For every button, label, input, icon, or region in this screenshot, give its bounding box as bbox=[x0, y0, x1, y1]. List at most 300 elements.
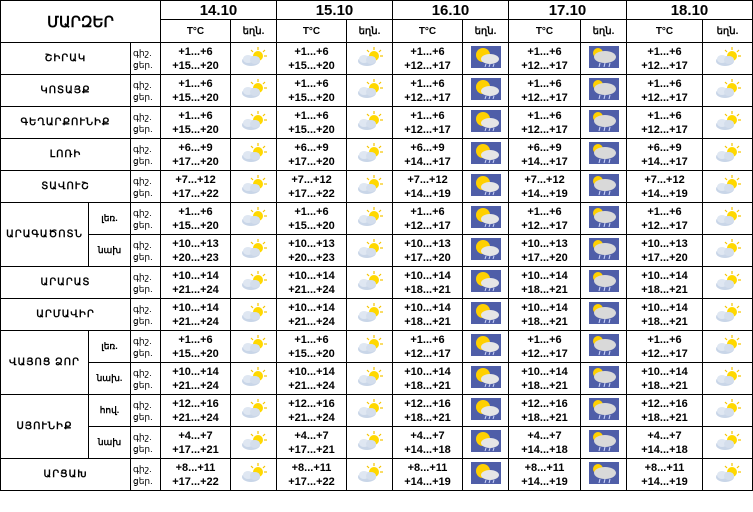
night-day-labels bbox=[131, 299, 161, 331]
temperature-cell bbox=[627, 459, 703, 491]
temperature-cell bbox=[393, 203, 463, 235]
night-temp: +1...+6 bbox=[178, 77, 213, 90]
temperature-cell bbox=[509, 363, 581, 395]
region-row bbox=[1, 395, 753, 427]
night-temp: +10...+14 bbox=[404, 269, 451, 282]
sun-cloud-icon bbox=[231, 363, 277, 395]
sun-cloud-icon bbox=[703, 43, 753, 75]
night-temp: +7...+12 bbox=[291, 173, 332, 186]
night-temp: +1...+6 bbox=[410, 205, 445, 218]
cloud-rain-icon bbox=[581, 363, 627, 395]
night-temp: +10...+14 bbox=[172, 269, 219, 282]
day-temp: +14...+18 bbox=[404, 443, 451, 456]
day-temp: +14...+18 bbox=[521, 443, 568, 456]
cloud-rain-icon bbox=[581, 427, 627, 459]
night-temp: +1...+6 bbox=[294, 45, 329, 58]
date-header: 18.10 bbox=[627, 1, 753, 20]
night-temp: +7...+12 bbox=[644, 173, 685, 186]
night-label: գիշ. bbox=[133, 335, 152, 346]
region-row bbox=[1, 75, 753, 107]
day-label: ցեր. bbox=[133, 347, 153, 358]
night-label: գիշ. bbox=[133, 207, 152, 218]
temperature-cell bbox=[277, 267, 347, 299]
day-temp: +14...+18 bbox=[641, 443, 688, 456]
region-row bbox=[1, 171, 753, 203]
sun-cloud-icon bbox=[347, 363, 393, 395]
sun-cloud-icon bbox=[347, 107, 393, 139]
night-temp: +6...+9 bbox=[410, 141, 445, 154]
day-temp: +21...+24 bbox=[172, 411, 219, 424]
day-temp: +12...+17 bbox=[641, 347, 688, 360]
date-header: 15.10 bbox=[277, 1, 393, 20]
temperature-cell bbox=[161, 395, 231, 427]
day-temp: +12...+17 bbox=[404, 91, 451, 104]
region-row bbox=[1, 427, 753, 459]
night-temp: +1...+6 bbox=[647, 333, 682, 346]
temperature-cell bbox=[627, 107, 703, 139]
day-temp: +18...+21 bbox=[641, 315, 688, 328]
cloud-rain-icon bbox=[581, 75, 627, 107]
day-temp: +14...+19 bbox=[404, 475, 451, 488]
sun-rain-icon bbox=[463, 107, 509, 139]
night-temp: +1...+6 bbox=[527, 205, 562, 218]
temperature-cell bbox=[277, 171, 347, 203]
sun-cloud-icon bbox=[231, 75, 277, 107]
day-temp: +12...+17 bbox=[521, 91, 568, 104]
day-temp: +12...+17 bbox=[521, 123, 568, 136]
temperature-cell bbox=[277, 459, 347, 491]
night-temp: +1...+6 bbox=[410, 333, 445, 346]
temperature-cell bbox=[393, 43, 463, 75]
day-temp: +18...+21 bbox=[521, 379, 568, 392]
cloud-rain-icon bbox=[581, 299, 627, 331]
sun-rain-icon bbox=[463, 235, 509, 267]
day-temp: +18...+21 bbox=[521, 411, 568, 424]
day-temp: +14...+19 bbox=[404, 187, 451, 200]
day-temp: +20...+23 bbox=[288, 251, 335, 264]
icon-col-header: եղն. bbox=[463, 20, 509, 43]
temperature-cell bbox=[277, 331, 347, 363]
temperature-cell bbox=[277, 299, 347, 331]
region-row bbox=[1, 139, 753, 171]
temperature-cell bbox=[627, 235, 703, 267]
night-day-labels bbox=[131, 363, 161, 395]
temperature-cell bbox=[627, 267, 703, 299]
night-temp: +6...+9 bbox=[527, 141, 562, 154]
temperature-cell bbox=[393, 171, 463, 203]
sun-cloud-icon bbox=[703, 267, 753, 299]
day-temp: +14...+19 bbox=[641, 475, 688, 488]
night-temp: +10...+14 bbox=[641, 269, 688, 282]
region-name: ԼՈՌԻ bbox=[1, 139, 131, 171]
day-temp: +12...+17 bbox=[641, 123, 688, 136]
temperature-cell bbox=[277, 43, 347, 75]
temperature-cell bbox=[627, 363, 703, 395]
day-label: ցեր. bbox=[133, 91, 153, 102]
subregion-name: հով. bbox=[89, 395, 131, 427]
night-temp: +10...+14 bbox=[288, 301, 335, 314]
temperature-cell bbox=[627, 139, 703, 171]
day-temp: +17...+20 bbox=[404, 251, 451, 264]
night-label: գիշ. bbox=[133, 239, 152, 250]
temperature-cell bbox=[161, 171, 231, 203]
temperature-cell bbox=[627, 299, 703, 331]
day-temp: +15...+20 bbox=[288, 59, 335, 72]
night-temp: +1...+6 bbox=[527, 109, 562, 122]
day-temp: +14...+19 bbox=[521, 187, 568, 200]
regions-header: ՄԱՐԶԵՐ bbox=[1, 1, 161, 43]
region-row bbox=[1, 267, 753, 299]
day-temp: +15...+20 bbox=[288, 91, 335, 104]
day-temp: +12...+17 bbox=[641, 219, 688, 232]
region-name: ԳԵՂԱՐՔՈՒՆԻՔ bbox=[1, 107, 131, 139]
night-temp: +4...+7 bbox=[410, 429, 445, 442]
day-temp: +18...+21 bbox=[404, 283, 451, 296]
day-temp: +15...+20 bbox=[172, 59, 219, 72]
night-temp: +10...+14 bbox=[288, 365, 335, 378]
temperature-cell bbox=[161, 43, 231, 75]
temperature-cell bbox=[509, 171, 581, 203]
temperature-cell bbox=[509, 107, 581, 139]
sun-rain-icon bbox=[463, 139, 509, 171]
day-temp: +17...+22 bbox=[288, 475, 335, 488]
cloud-rain-icon bbox=[581, 171, 627, 203]
day-temp: +12...+17 bbox=[404, 219, 451, 232]
temperature-cell bbox=[509, 235, 581, 267]
night-temp: +4...+7 bbox=[294, 429, 329, 442]
night-temp: +10...+14 bbox=[404, 365, 451, 378]
temperature-cell bbox=[161, 427, 231, 459]
temperature-cell bbox=[277, 75, 347, 107]
day-temp: +17...+22 bbox=[172, 187, 219, 200]
region-name: ՏԱՎՈՒՇ bbox=[1, 171, 131, 203]
temperature-cell bbox=[509, 331, 581, 363]
sun-cloud-icon bbox=[703, 459, 753, 491]
temperature-cell bbox=[277, 363, 347, 395]
temperature-cell bbox=[277, 235, 347, 267]
night-temp: +10...+13 bbox=[641, 237, 688, 250]
temperature-cell bbox=[509, 75, 581, 107]
night-temp: +10...+14 bbox=[172, 365, 219, 378]
temperature-cell bbox=[277, 395, 347, 427]
day-label: ցեր. bbox=[133, 155, 153, 166]
day-temp: +18...+21 bbox=[521, 283, 568, 296]
sun-cloud-icon bbox=[703, 75, 753, 107]
temperature-cell bbox=[627, 43, 703, 75]
cloud-rain-icon bbox=[581, 43, 627, 75]
night-temp: +10...+13 bbox=[404, 237, 451, 250]
day-temp: +21...+24 bbox=[288, 283, 335, 296]
day-temp: +17...+20 bbox=[521, 251, 568, 264]
sun-cloud-icon bbox=[347, 267, 393, 299]
icon-col-header: եղն. bbox=[347, 20, 393, 43]
night-label: գիշ. bbox=[133, 399, 152, 410]
day-temp: +18...+21 bbox=[404, 315, 451, 328]
sun-cloud-icon bbox=[703, 203, 753, 235]
night-day-labels bbox=[131, 395, 161, 427]
day-temp: +17...+21 bbox=[288, 443, 335, 456]
day-temp: +15...+20 bbox=[172, 123, 219, 136]
region-row bbox=[1, 331, 753, 363]
sun-cloud-icon bbox=[703, 427, 753, 459]
day-temp: +21...+24 bbox=[172, 283, 219, 296]
region-name: ԱՐՑԱԽ bbox=[1, 459, 131, 491]
day-temp: +14...+19 bbox=[641, 187, 688, 200]
night-temp: +8...+11 bbox=[524, 461, 565, 474]
night-label: գիշ. bbox=[133, 143, 152, 154]
day-temp: +20...+23 bbox=[172, 251, 219, 264]
temperature-cell bbox=[509, 299, 581, 331]
sun-cloud-icon bbox=[347, 427, 393, 459]
temperature-cell bbox=[393, 395, 463, 427]
night-day-labels bbox=[131, 139, 161, 171]
temperature-cell bbox=[161, 203, 231, 235]
sun-cloud-icon bbox=[231, 235, 277, 267]
night-day-labels bbox=[131, 171, 161, 203]
night-day-labels bbox=[131, 43, 161, 75]
day-label: ցեր. bbox=[133, 283, 153, 294]
day-temp: +17...+21 bbox=[172, 443, 219, 456]
night-temp: +1...+6 bbox=[410, 77, 445, 90]
day-label: ցեր. bbox=[133, 443, 153, 454]
subregion-name: լեռ. bbox=[89, 203, 131, 235]
night-temp: +4...+7 bbox=[527, 429, 562, 442]
sun-cloud-icon bbox=[231, 171, 277, 203]
sun-rain-icon bbox=[463, 43, 509, 75]
night-label: գիշ. bbox=[133, 463, 152, 474]
day-temp: +14...+17 bbox=[641, 155, 688, 168]
cloud-rain-icon bbox=[581, 395, 627, 427]
night-temp: +1...+6 bbox=[527, 333, 562, 346]
sun-cloud-icon bbox=[703, 331, 753, 363]
day-temp: +14...+17 bbox=[521, 155, 568, 168]
day-temp: +17...+22 bbox=[288, 187, 335, 200]
region-name: ՇԻՐԱԿ bbox=[1, 43, 131, 75]
sun-cloud-icon bbox=[703, 363, 753, 395]
day-label: ցեր. bbox=[133, 123, 153, 134]
subregion-name: նախ bbox=[89, 427, 131, 459]
temperature-cell bbox=[393, 75, 463, 107]
subregion-name: նախ. bbox=[89, 363, 131, 395]
date-header: 17.10 bbox=[509, 1, 627, 20]
night-label: գիշ. bbox=[133, 79, 152, 90]
sun-cloud-icon bbox=[703, 395, 753, 427]
day-temp: +21...+24 bbox=[172, 379, 219, 392]
cloud-rain-icon bbox=[581, 203, 627, 235]
region-row bbox=[1, 43, 753, 75]
region-row bbox=[1, 299, 753, 331]
night-temp: +7...+12 bbox=[524, 173, 565, 186]
night-temp: +12...+16 bbox=[641, 397, 688, 410]
night-temp: +12...+16 bbox=[404, 397, 451, 410]
temperature-cell bbox=[627, 427, 703, 459]
temperature-cell bbox=[277, 427, 347, 459]
sun-cloud-icon bbox=[231, 331, 277, 363]
day-temp: +17...+20 bbox=[288, 155, 335, 168]
night-day-labels bbox=[131, 203, 161, 235]
region-row bbox=[1, 459, 753, 491]
night-temp: +1...+6 bbox=[410, 45, 445, 58]
sun-cloud-icon bbox=[703, 139, 753, 171]
sun-cloud-icon bbox=[231, 459, 277, 491]
region-name: ԿՈՏԱՅՔ bbox=[1, 75, 131, 107]
night-temp: +1...+6 bbox=[294, 333, 329, 346]
sun-cloud-icon bbox=[347, 203, 393, 235]
day-temp: +15...+20 bbox=[172, 347, 219, 360]
sun-cloud-icon bbox=[347, 299, 393, 331]
day-label: ցեր. bbox=[133, 315, 153, 326]
temperature-cell bbox=[277, 203, 347, 235]
temperature-cell bbox=[393, 299, 463, 331]
day-label: ցեր. bbox=[133, 475, 153, 486]
region-name: ԱՐԱԳԱԾՈՏՆ bbox=[1, 203, 89, 267]
day-label: ցեր. bbox=[133, 187, 153, 198]
night-day-labels bbox=[131, 267, 161, 299]
night-temp: +1...+6 bbox=[527, 77, 562, 90]
night-temp: +1...+6 bbox=[647, 77, 682, 90]
night-temp: +12...+16 bbox=[521, 397, 568, 410]
temperature-cell bbox=[393, 363, 463, 395]
temperature-cell bbox=[627, 203, 703, 235]
subregion-name: նախ bbox=[89, 235, 131, 267]
cloud-rain-icon bbox=[581, 267, 627, 299]
temperature-cell bbox=[161, 107, 231, 139]
cloud-rain-icon bbox=[581, 107, 627, 139]
subregion-name: լեռ. bbox=[89, 331, 131, 363]
night-temp: +10...+14 bbox=[172, 301, 219, 314]
region-row bbox=[1, 203, 753, 235]
day-temp: +14...+19 bbox=[521, 475, 568, 488]
night-temp: +6...+9 bbox=[294, 141, 329, 154]
cloud-rain-icon bbox=[581, 235, 627, 267]
night-temp: +10...+14 bbox=[404, 301, 451, 314]
day-temp: +18...+21 bbox=[404, 379, 451, 392]
sun-cloud-icon bbox=[347, 43, 393, 75]
night-temp: +1...+6 bbox=[410, 109, 445, 122]
night-temp: +8...+11 bbox=[644, 461, 685, 474]
sun-cloud-icon bbox=[231, 139, 277, 171]
temperature-cell bbox=[509, 427, 581, 459]
temp-col-header: T°C bbox=[627, 20, 703, 43]
date-header: 16.10 bbox=[393, 1, 509, 20]
temperature-cell bbox=[509, 395, 581, 427]
night-temp: +1...+6 bbox=[178, 45, 213, 58]
temperature-cell bbox=[627, 75, 703, 107]
region-name: ՎԱՅՈՑ ՁՈՐ bbox=[1, 331, 89, 395]
night-temp: +10...+13 bbox=[172, 237, 219, 250]
night-temp: +1...+6 bbox=[647, 205, 682, 218]
night-label: գիշ. bbox=[133, 111, 152, 122]
sun-cloud-icon bbox=[231, 43, 277, 75]
night-temp: +10...+14 bbox=[641, 301, 688, 314]
day-temp: +12...+17 bbox=[521, 59, 568, 72]
day-temp: +12...+17 bbox=[641, 91, 688, 104]
cloud-rain-icon bbox=[581, 459, 627, 491]
temperature-cell bbox=[393, 459, 463, 491]
night-temp: +8...+11 bbox=[291, 461, 332, 474]
temperature-cell bbox=[393, 331, 463, 363]
day-temp: +18...+21 bbox=[641, 283, 688, 296]
day-temp: +21...+24 bbox=[288, 315, 335, 328]
sun-cloud-icon bbox=[231, 267, 277, 299]
sun-cloud-icon bbox=[231, 395, 277, 427]
night-temp: +12...+16 bbox=[288, 397, 335, 410]
temp-col-header: T°C bbox=[393, 20, 463, 43]
night-temp: +4...+7 bbox=[178, 429, 213, 442]
night-temp: +1...+6 bbox=[294, 205, 329, 218]
day-temp: +12...+17 bbox=[521, 219, 568, 232]
sun-cloud-icon bbox=[347, 331, 393, 363]
sun-cloud-icon bbox=[347, 235, 393, 267]
night-temp: +10...+13 bbox=[521, 237, 568, 250]
day-temp: +12...+17 bbox=[404, 347, 451, 360]
sun-cloud-icon bbox=[347, 459, 393, 491]
sun-rain-icon bbox=[463, 267, 509, 299]
sun-cloud-icon bbox=[347, 139, 393, 171]
night-temp: +8...+11 bbox=[407, 461, 448, 474]
region-name: ԱՐԱՐԱՏ bbox=[1, 267, 131, 299]
night-label: գիշ. bbox=[133, 271, 152, 282]
sun-cloud-icon bbox=[347, 171, 393, 203]
sun-cloud-icon bbox=[231, 203, 277, 235]
region-row bbox=[1, 235, 753, 267]
sun-cloud-icon bbox=[703, 107, 753, 139]
sun-rain-icon bbox=[463, 363, 509, 395]
night-temp: +10...+14 bbox=[288, 269, 335, 282]
night-label: գիշ. bbox=[133, 431, 152, 442]
night-temp: +10...+14 bbox=[521, 269, 568, 282]
day-temp: +21...+24 bbox=[172, 315, 219, 328]
day-temp: +15...+20 bbox=[288, 219, 335, 232]
night-day-labels bbox=[131, 75, 161, 107]
night-temp: +10...+13 bbox=[288, 237, 335, 250]
sun-rain-icon bbox=[463, 299, 509, 331]
night-temp: +7...+12 bbox=[175, 173, 216, 186]
day-temp: +18...+21 bbox=[641, 411, 688, 424]
temperature-cell bbox=[161, 459, 231, 491]
night-label: գիշ. bbox=[133, 303, 152, 314]
day-temp: +12...+17 bbox=[404, 59, 451, 72]
night-temp: +10...+14 bbox=[641, 365, 688, 378]
sun-rain-icon bbox=[463, 75, 509, 107]
temperature-cell bbox=[161, 267, 231, 299]
night-temp: +1...+6 bbox=[178, 205, 213, 218]
night-temp: +1...+6 bbox=[527, 45, 562, 58]
sun-rain-icon bbox=[463, 459, 509, 491]
night-label: գիշ. bbox=[133, 47, 152, 58]
temperature-cell bbox=[277, 107, 347, 139]
night-temp: +7...+12 bbox=[407, 173, 448, 186]
sun-cloud-icon bbox=[231, 427, 277, 459]
temperature-cell bbox=[161, 235, 231, 267]
cloud-rain-icon bbox=[581, 139, 627, 171]
day-temp: +15...+20 bbox=[172, 219, 219, 232]
night-temp: +12...+16 bbox=[172, 397, 219, 410]
sun-rain-icon bbox=[463, 171, 509, 203]
temperature-cell bbox=[393, 267, 463, 299]
night-temp: +1...+6 bbox=[294, 109, 329, 122]
temperature-cell bbox=[161, 299, 231, 331]
temperature-cell bbox=[277, 139, 347, 171]
temperature-cell bbox=[509, 203, 581, 235]
day-temp: +18...+21 bbox=[521, 315, 568, 328]
day-temp: +17...+22 bbox=[172, 475, 219, 488]
day-temp: +18...+21 bbox=[404, 411, 451, 424]
icon-col-header: եղն. bbox=[581, 20, 627, 43]
day-temp: +15...+20 bbox=[288, 347, 335, 360]
day-label: ցեր. bbox=[133, 411, 153, 422]
sun-cloud-icon bbox=[703, 235, 753, 267]
